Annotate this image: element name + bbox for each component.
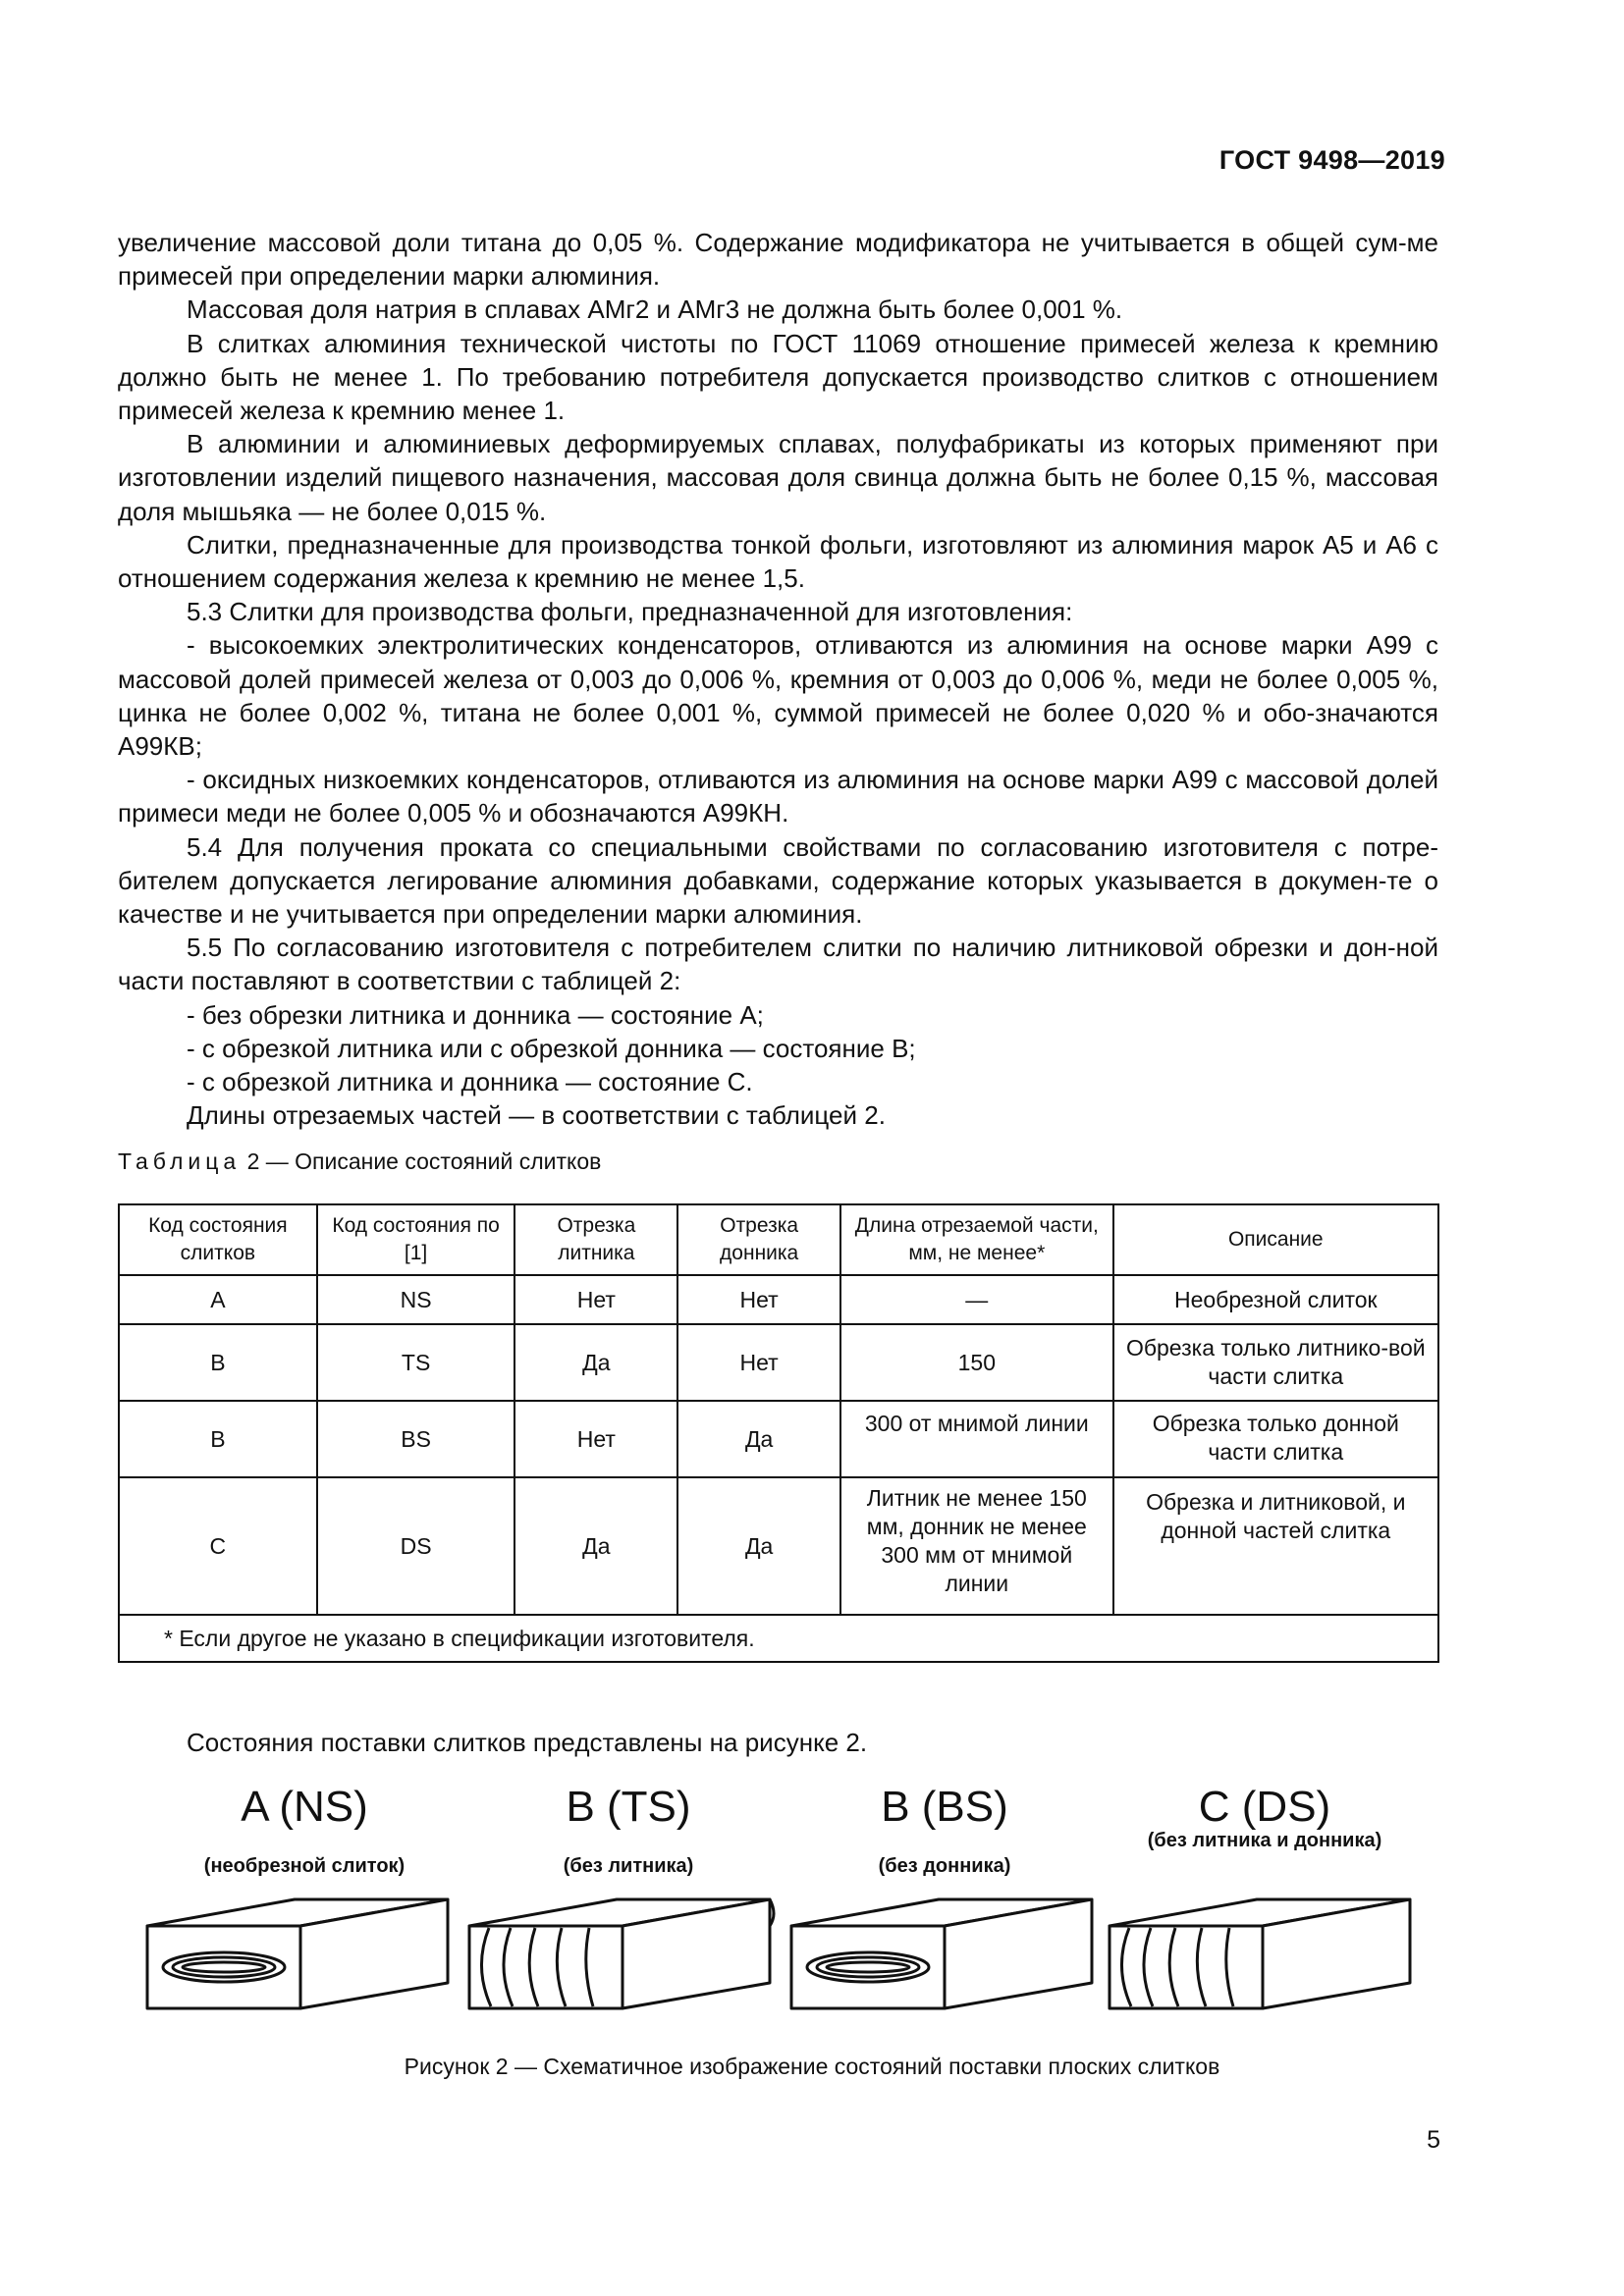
body-paragraph: - с обрезкой литника и донника — состояние С.: [187, 1067, 753, 1097]
figure-caption: Рисунок 2 — Схематичное изображение состояний поставки плоских слитков: [404, 2054, 1220, 2079]
body-paragraph: - без обрезки литника и донника — состояние А;: [187, 999, 764, 1030]
ingot-b-ts-drawing: [469, 1899, 774, 2008]
body-paragraph: Длины отрезаемых частей — в соответствии с таблицей 2.: [187, 1100, 886, 1131]
table-cell: DS: [317, 1477, 515, 1615]
body-paragraph: 5.5 По согласованию изготовителя с потребителем слитки по наличию литниковой обрезки и дон-ной части поставляют в соответствии с таблицей 2:: [118, 933, 1438, 996]
table-cell: 150: [840, 1324, 1113, 1401]
body-paragraph: В слитках алюминия технической чистоты по ГОСТ 11069 отношение примесей железа к кремнию должно быть не менее 1. По требованию потребителя допускается производство слитков с отношением примесей железа к кремнию менее 1.: [118, 328, 1438, 426]
ingot-a-ns-drawing: [147, 1899, 448, 2008]
body-paragraph: Слитки, предназначенные для производства тонкой фольги, изготовляют из алюминия марок А5 и А6 с отношением содержания железа к кремнию не менее 1,5.: [118, 529, 1438, 594]
table-cell: —: [840, 1275, 1113, 1324]
table-footnote: * Если другое не указано в спецификации изготовителя.: [119, 1615, 1438, 1662]
page-number: 5: [1427, 2126, 1440, 2154]
table-cell: Литник не менее 150 мм, донник не менее 300 мм от мнимой линии: [840, 1477, 1113, 1615]
table-cell: Да: [677, 1477, 840, 1615]
body-paragraph: - с обрезкой литника или с обрезкой донника — состояние В;: [187, 1033, 916, 1063]
table-caption-title: 2 — Описание состояний слитков: [241, 1148, 602, 1174]
body-paragraph: В алюминии и алюминиевых деформируемых сплавах, полуфабрикаты из которых применяют при изготовлении изделий пищевого назначения, массовая доля свинца должна быть не более 0,15 %, массовая доля мышьяка — не более 0,015 %.: [118, 429, 1438, 526]
table-cell: Нет: [514, 1401, 677, 1477]
header-cell-description: Описание: [1113, 1204, 1438, 1275]
body-paragraph: 5.4 Для получения проката со специальными свойствами по согласованию изготовителя с потре-бителем допускается легирование алюминия добавками, содержание которых указывается в докумен-те о качестве и не учитывается при определении марки алюминия.: [118, 831, 1438, 930]
figure-intro: Состояния поставки слитков представлены на рисунке 2.: [187, 1728, 868, 1757]
table-cell: Да: [514, 1477, 677, 1615]
table-cell: 300 от мнимой линии: [840, 1401, 1113, 1477]
table-cell: Необрезной слиток: [1113, 1275, 1438, 1324]
body-paragraph: увеличение массовой доли титана до 0,05 %. Содержание модификатора не учитывается в общей сум-ме примесей при определении марки алюминия.: [118, 228, 1438, 292]
table-cell: В: [119, 1324, 317, 1401]
table-cell: Обрезка только донной части слитка: [1113, 1401, 1438, 1477]
figure-sub-a-ns: (необрезной слиток): [203, 1855, 406, 1877]
figure-label-c-ds: C (DS): [1198, 1783, 1331, 1831]
body-paragraph: - оксидных низкоемких конденсаторов, отливаются из алюминия на основе марки А99 с массовой долей примеси меди не более 0,005 % и обозначаются А99КН.: [118, 765, 1438, 828]
table-cell: BS: [317, 1401, 515, 1477]
ingot-b-bs-drawing: [791, 1899, 1092, 2008]
header-cell-ref-code: Код состояния по [1]: [317, 1204, 515, 1275]
header-cell-bottom-cut: Отрезка донника: [677, 1204, 840, 1275]
header-cell-sprue-cut: Отрезка литника: [514, 1204, 677, 1275]
table-cell: Обрезка и литниковой, и донной частей слитка: [1113, 1477, 1438, 1615]
table-cell: В: [119, 1401, 317, 1477]
table-cell: Нет: [677, 1324, 840, 1401]
figure-label-a-ns: A (NS): [241, 1783, 368, 1831]
table-cell: Да: [514, 1324, 677, 1401]
ingot-c-ds-drawing: [1110, 1899, 1410, 2008]
figure-label-b-bs: B (BS): [881, 1783, 1008, 1831]
table-cell: А: [119, 1275, 317, 1324]
table-cell: Да: [677, 1401, 840, 1477]
table-cell: Нет: [677, 1275, 840, 1324]
figure-sub-b-bs: (без донника): [878, 1855, 1011, 1877]
body-paragraph: Массовая доля натрия в сплавах АМг2 и АМг3 не должна быть более 0,001 %.: [187, 294, 1123, 325]
table-cell: С: [119, 1477, 317, 1615]
figure-label-b-ts: B (TS): [566, 1783, 691, 1831]
table-cell: TS: [317, 1324, 515, 1401]
header-cell-state-code: Код состояния слитков: [119, 1204, 317, 1275]
table-cell: Обрезка только литнико-вой части слитка: [1113, 1324, 1438, 1401]
header-cell-cut-length: Длина отрезаемой части, мм, не менее*: [840, 1204, 1113, 1275]
figure-sub-b-ts: (без литника): [563, 1855, 694, 1877]
table-cell: NS: [317, 1275, 515, 1324]
table-caption-label: Таблица: [118, 1148, 242, 1174]
body-paragraph: - высокоемких электролитических конденсаторов, отливаются из алюминия на основе марки А99 с массовой долей примесей железа от 0,003 до 0,006 %, кремния от 0,003 до 0,006 %, меди не более 0,005 %, цинка не более 0,002 %, титана не более 0,001 %, суммой примесей не более 0,020 % и обо-значаются А99КВ;: [118, 630, 1438, 762]
body-paragraph: 5.3 Слитки для производства фольги, предназначенной для изготовления:: [187, 597, 1073, 627]
table-cell: Нет: [514, 1275, 677, 1324]
document-id: ГОСТ 9498—2019: [1218, 145, 1445, 175]
figure-sub-c-ds: (без литника и донника): [1147, 1830, 1382, 1851]
